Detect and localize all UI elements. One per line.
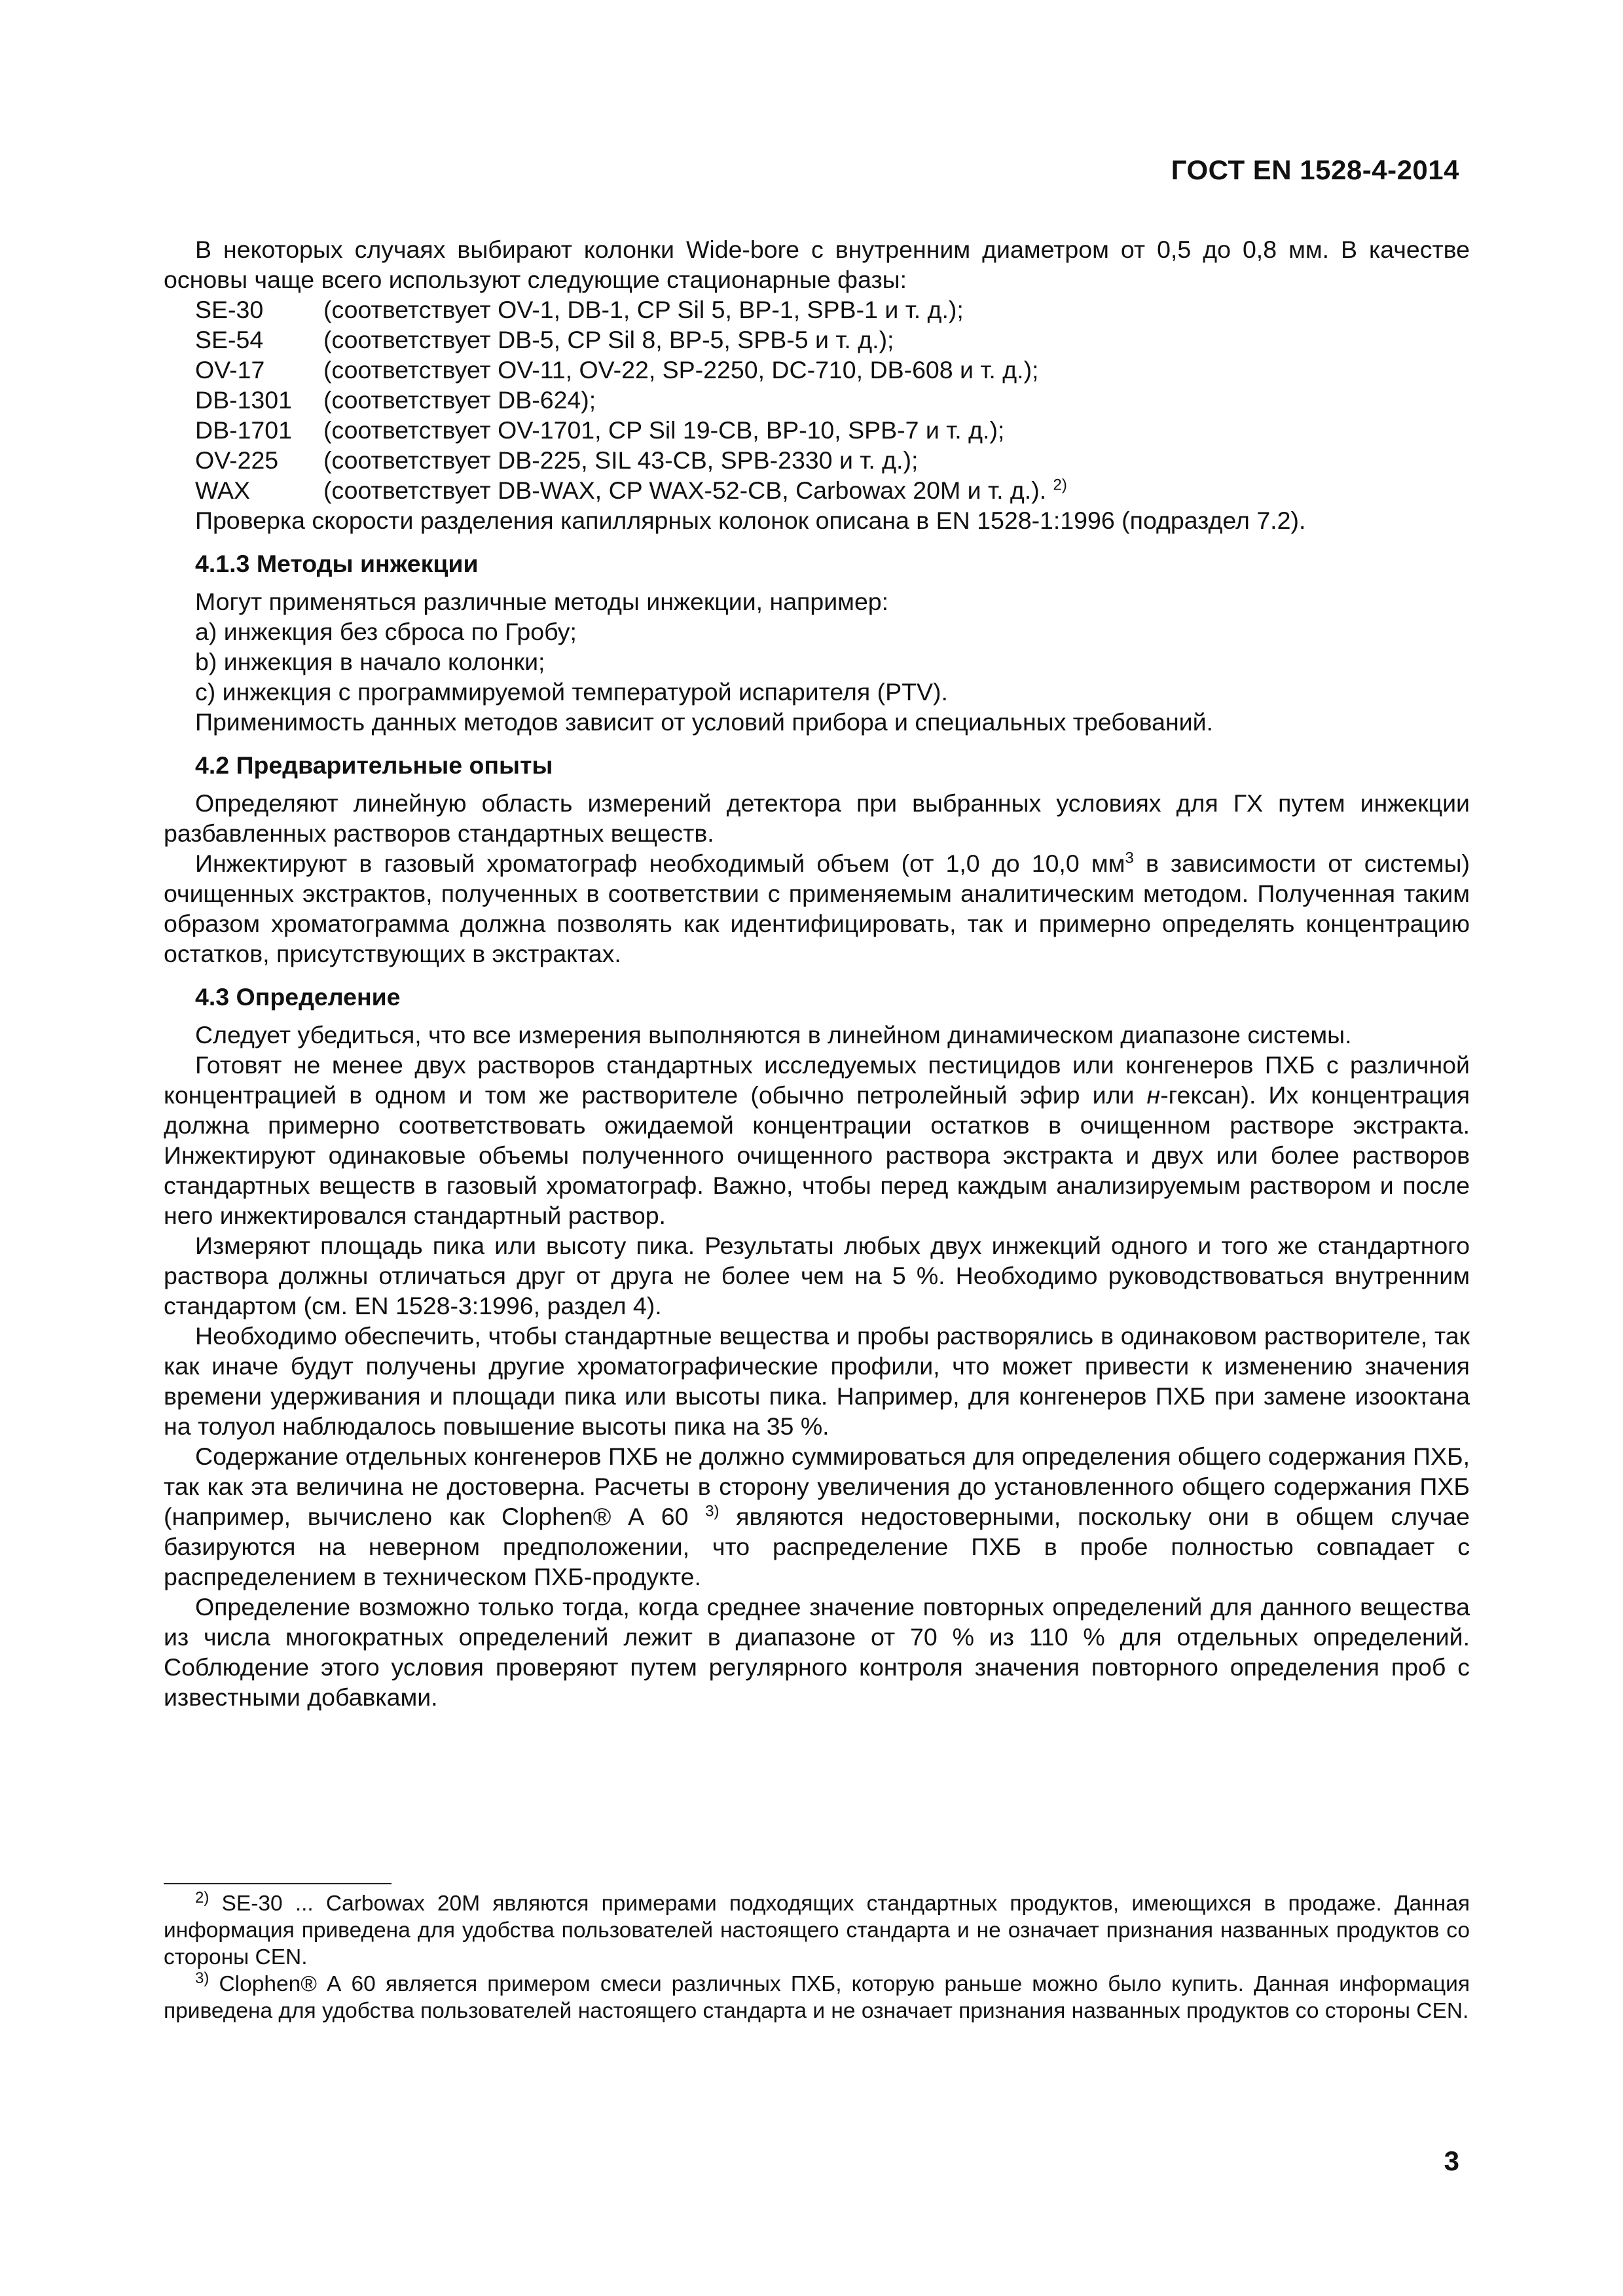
phase-desc: (соответствует DB-624);: [323, 386, 596, 414]
footnote-text: SE-30 ... Carbowax 20M являются примерами подходящих стандартных продуктов, имеющихся в продаже. Данная информация приведена для удобства пользователей настоящего стандарта и не означает признания названных продуктов со стороны CEN.: [164, 1892, 1470, 1969]
superscript: 3: [1125, 849, 1134, 867]
method-item-b: b) инжекция в начало колонки;: [195, 648, 545, 675]
prelim-paragraph-2: [164, 848, 1470, 969]
determination-paragraph-5: [164, 1441, 1470, 1592]
footnote-ref: 3): [705, 1502, 720, 1520]
determination-paragraph-2: [164, 1050, 1470, 1230]
phase-code: SE-30: [195, 296, 264, 323]
determination-paragraph-1: Следует убедиться, что все измерения выполняются в линейном динамическом диапазоне системы.: [195, 1021, 1352, 1049]
text-run: Инжектируют в газовый хроматограф необходимый объем (от 1,0 до 10,0 мм: [195, 850, 1125, 877]
phase-code: SE-54: [195, 326, 264, 353]
stationary-phases-list: [164, 295, 1470, 505]
phase-desc: (соответствует OV-1, DB-1, CP Sil 5, BP-1, SPB-1 и т. д.);: [323, 296, 964, 323]
text-run: Содержание отдельных конгенеров ПХБ не должно суммироваться для определения общего содержания ПХБ, так как эта величина не достоверна. Расчеты в сторону увеличения до установленного общего содержания ПХБ (например, вычислено как Clophen® А 60: [164, 1443, 1470, 1530]
text-run: -гексан). Их концентрация должна примерно соответствовать ожидаемой концентрации остатков в очищенном растворе экстракта. Инжектируют одинаковые объемы полученного очищенного раствора экстракта и двух или более растворов стандартных веществ в газовый хроматограф. Важно, чтобы перед каждым анализируемым раствором и после него инжектировался стандартный раствор.: [164, 1081, 1470, 1229]
phase-code: DB-1701: [195, 416, 293, 444]
footnotes: [164, 1890, 1470, 2024]
intro-paragraph: В некоторых случаях выбирают колонки Wide-bore с внутренним диаметром от 0,5 до 0,8 мм. В качестве основы чаще всего используют следующие стационарные фазы:: [164, 236, 1470, 293]
phase-row: [164, 415, 1470, 445]
section-heading-4-2: 4.2 Предварительные опыты: [195, 751, 553, 779]
phase-row: [164, 295, 1470, 325]
page-number: 3: [1444, 2145, 1459, 2176]
text-run: Готовят не менее двух растворов стандартных исследуемых пестицидов или конгенеров ПХБ с различной концентрацией в одном и том же растворителе (обычно петролейный эфир или: [164, 1051, 1470, 1109]
phase-desc: (соответствует OV-1701, CP Sil 19-CB, BP-10, SPB-7 и т. д.);: [323, 416, 1005, 444]
footnote-2: [164, 1890, 1470, 1971]
phase-desc: (соответствует DB-5, CP Sil 8, BP-5, SPB-5 и т. д.);: [323, 326, 894, 353]
phase-row: [164, 475, 1470, 505]
check-paragraph: Проверка скорости разделения капиллярных колонок описана в EN 1528-1:1996 (подраздел 7.2).: [195, 507, 1306, 534]
phase-code: OV-225: [195, 446, 279, 474]
section-heading-4-1-3: 4.1.3 Методы инжекции: [195, 550, 479, 577]
section-heading-4-3: 4.3 Определение: [195, 983, 401, 1011]
phase-desc: (соответствует DB-225, SIL 43-CB, SPB-2330 и т. д.);: [323, 446, 919, 474]
phase-code: DB-1301: [195, 386, 293, 414]
document-header: ГОСТ EN 1528-4-2014: [1171, 154, 1459, 185]
phase-code: WAX: [195, 476, 251, 504]
prelim-paragraph-1: Определяют линейную область измерений детектора при выбранных условиях для ГХ путем инжекции разбавленных растворов стандартных веществ.: [164, 789, 1470, 847]
phase-row: [164, 325, 1470, 355]
methods-note: Применимость данных методов зависит от условий прибора и специальных требований.: [195, 708, 1213, 736]
phase-row: [164, 445, 1470, 475]
footnote-mark: 3): [195, 1969, 210, 1987]
phase-desc: [323, 475, 1470, 505]
footnote-mark: 2): [195, 1888, 210, 1907]
text-run: в зависимости от системы) очищенных экстрактов, полученных в соответствии с применяемым аналитическим методом. Полученная таким образом хроматограмма должна позволять как идентифицировать, так и примерно определять концентрацию остатков, присутствующих в экстрактах.: [164, 850, 1470, 967]
footnote-3: [164, 1971, 1470, 2024]
determination-paragraph-6: Определение возможно только тогда, когда среднее значение повторных определений для данного вещества из числа многократных определений лежит в диапазоне от 70 % из 110 % для отдельных определений. Соблюдение этого условия проверяют путем регулярного контроля значения повторного определения проб с известными добавками.: [164, 1593, 1470, 1711]
phase-row: [164, 385, 1470, 415]
phase-row: [164, 355, 1470, 385]
methods-intro: Могут применяться различные методы инжекции, например:: [195, 588, 889, 615]
text-run: являются недостоверными, поскольку они в общем случае базируются на неверном предположении, что распределение ПХБ в пробе полностью совпадает с распределением в техническом ПХБ-продукте.: [164, 1503, 1470, 1590]
method-item-c: c) инжекция с программируемой температурой испарителя (PTV).: [195, 678, 948, 706]
phase-desc-text: (соответствует DB-WAX, CP WAX-52-CB, Carbowax 20M и т. д.).: [323, 476, 1047, 504]
footnote-divider: [164, 1883, 392, 1884]
method-item-a: a) инжекция без сброса по Гробу;: [195, 618, 577, 645]
italic-run: н: [1146, 1081, 1161, 1109]
phase-desc: (соответствует OV-11, OV-22, SP-2250, DC-710, DB-608 и т. д.);: [323, 356, 1039, 384]
body-text: [164, 234, 1470, 1712]
determination-paragraph-3: Измеряют площадь пика или высоту пика. Результаты любых двух инжекций одного и того же стандартного раствора должны отличаться друг от друга не более чем на 5 %. Необходимо руководствоваться внутренним стандартом (см. EN 1528-3:1996, раздел 4).: [164, 1232, 1470, 1319]
footnote-ref: 2): [1053, 476, 1067, 494]
determination-paragraph-4: Необходимо обеспечить, чтобы стандартные вещества и пробы растворялись в одинаковом растворителе, так как иначе будут получены другие хроматографические профили, что может привести к изменению значения времени удерживания и площади пика или высоты пика. Например, для конгенеров ПХБ при замене изооктана на толуол наблюдалось повышение высоты пика на 35 %.: [164, 1322, 1470, 1440]
footnote-text: Clophen® А 60 является примером смеси различных ПХБ, которую раньше можно было купить. Данная информация приведена для удобства пользователей настоящего стандарта и не означает признания названных продуктов со стороны CEN.: [164, 1972, 1470, 2023]
phase-code: OV-17: [195, 356, 265, 384]
